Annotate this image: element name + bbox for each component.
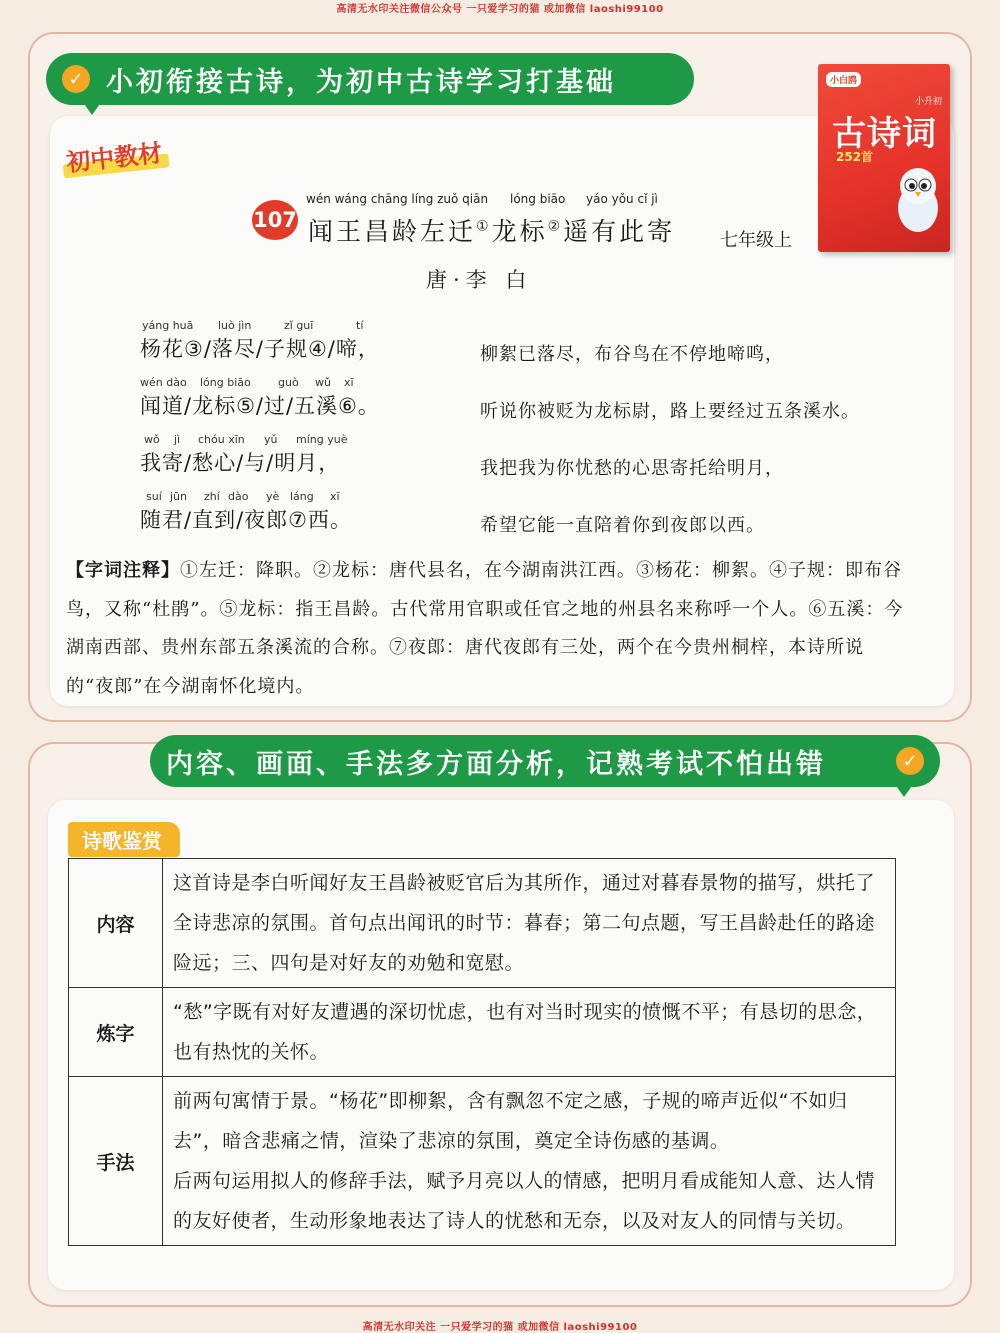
row-text-content: 这首诗是李白听闻好友王昌龄被贬官后为其所作，通过对暮春景物的描写，烘托了全诗悲凉的氛围。首句点出闻讯的时节：暮春；第二句点题，写王昌龄赴任的路途险远；三、四句是对好友的劝勉和宽慰。 [163, 859, 896, 988]
notes-text: ①左迁：降职。②龙标：唐代县名，在今湖南洪江西。③杨花：柳絮。④子规：即布谷鸟，又称“杜鹃”。⑤龙标：指王昌龄。古代常用官职或任官之地的州县名来称呼一个人。⑥五溪：今湖南西部、贵州东部五条溪流的合称。⑦夜郎：唐代夜郎有三处，两个在今贵州桐梓，本诗所说的“夜郎”在今湖南怀化境内。 [66, 560, 904, 697]
notes-label: 【字词注释】 [66, 560, 180, 581]
junior-textbook-tag: 初中教材 [64, 133, 163, 178]
book-title: 古诗词 [832, 114, 937, 154]
line4-pinyin: jūn [170, 490, 187, 503]
title-pinyin-3: yáo yǒu cǐ jì [586, 192, 658, 206]
line4-pinyin: suí [146, 490, 162, 503]
row-text-word: “愁”字既有对好友遭遇的深切忧虑，也有对当时现实的愤慨不平；有恳切的思念，也有热忱的关怀。 [163, 988, 896, 1077]
banner-tail [894, 783, 914, 797]
poem-title: 闻王昌龄左迁①龙标②遥有此寄 [308, 217, 676, 246]
line2-pinyin: wén dào [140, 376, 187, 389]
row-label-word: 炼字 [69, 988, 163, 1077]
line3-pinyin: wǒ [144, 433, 160, 446]
line2-pinyin: guò [278, 376, 299, 389]
translation-line-1: 柳絮已落尽，布谷鸟在不停地啼鸣， [480, 344, 784, 365]
book-count: 252首 [836, 150, 874, 164]
line3-pinyin: míng yuè [296, 433, 348, 446]
technique-paragraph-2: 后两句运用拟人的修辞手法，赋予月亮以人的情感，把明月看成能知人意、达人情的友好使者，生动形象地表达了诗人的忧愁和无奈，以及对友人的同情与关切。 [173, 1170, 876, 1232]
row-text-technique [163, 1077, 896, 1246]
check-icon: ✓ [896, 747, 924, 775]
row-label-content: 内容 [69, 859, 163, 988]
table-row [69, 988, 896, 1077]
bird-mascot-icon [892, 164, 944, 234]
poem-number-badge: 107 [252, 200, 298, 240]
line4-pinyin: zhí [204, 490, 220, 503]
book-cover [818, 64, 950, 252]
section2-banner [150, 735, 940, 787]
poem-line-2: 闻道/龙标⑤/过/五溪⑥。 [140, 394, 380, 418]
line1-pinyin: tí [356, 319, 364, 332]
book-brand: 小白鸥 [826, 72, 861, 87]
title-pinyin-1: wén wáng chāng líng zuǒ qiān [306, 192, 489, 206]
grade-label: 七年级上 [720, 230, 792, 251]
line1-pinyin: yáng huā [142, 319, 194, 332]
line2-pinyin: lóng biāo [200, 376, 251, 389]
poem-line-1: 杨花③/落尽/子规④/啼， [140, 337, 380, 361]
word-notes [66, 552, 906, 706]
line3-pinyin: jì [174, 433, 181, 446]
watermark-bottom: 高清无水印关注 一只爱学习的猫 或加微信 laoshi99100 [362, 1322, 638, 1333]
banner-tail [82, 101, 102, 115]
line3-pinyin: chóu xīn [198, 433, 245, 446]
section1-banner [46, 53, 694, 105]
check-icon: ✓ [62, 65, 90, 93]
watermark-top: 高清无水印关注微信公众号 一只爱学习的猫 或加微信 laoshi99100 [336, 4, 664, 15]
line1-pinyin: luò jìn [218, 319, 252, 332]
line4-pinyin: láng [290, 490, 314, 503]
line3-pinyin: yǔ [264, 433, 278, 446]
line4-pinyin: yè [266, 490, 280, 503]
line4-pinyin: dào [228, 490, 249, 503]
line2-pinyin: wǔ [315, 376, 331, 389]
table-row [69, 859, 896, 988]
table-row [69, 1077, 896, 1246]
title-pinyin-2: lóng biāo [510, 192, 566, 206]
translation-line-2: 听说你被贬为龙标尉，路上要经过五条溪水。 [480, 401, 860, 422]
poem-line-4: 随君/直到/夜郎⑦西。 [140, 508, 352, 532]
book-series: 小升初 [914, 97, 942, 107]
line4-pinyin: xī [330, 490, 340, 503]
poetry-appreciation-tag: 诗歌鉴赏 [68, 822, 180, 857]
section2-banner-text: 内容、画面、手法多方面分析，记熟考试不怕出错 [166, 748, 826, 780]
section1-banner-text: 小初衔接古诗，为初中古诗学习打基础 [106, 66, 616, 98]
row-label-technique: 手法 [69, 1077, 163, 1246]
line2-pinyin: xī [344, 376, 354, 389]
poem-author: 唐·李 白 [426, 268, 533, 292]
analysis-table [68, 858, 896, 1246]
technique-paragraph-1: 前两句寓情于景。“杨花”即柳絮，含有飘忽不定之感，子规的啼声近似“不如归去”，暗含悲痛之情，渲染了悲凉的氛围，奠定全诗伤感的基调。 [173, 1090, 848, 1152]
line1-pinyin: zǐ guī [284, 319, 314, 332]
translation-line-3: 我把我为你忧愁的心思寄托给明月， [480, 458, 784, 479]
poem-line-3: 我寄/愁心/与/明月， [140, 451, 341, 475]
translation-line-4: 希望它能一直陪着你到夜郎以西。 [480, 515, 765, 536]
